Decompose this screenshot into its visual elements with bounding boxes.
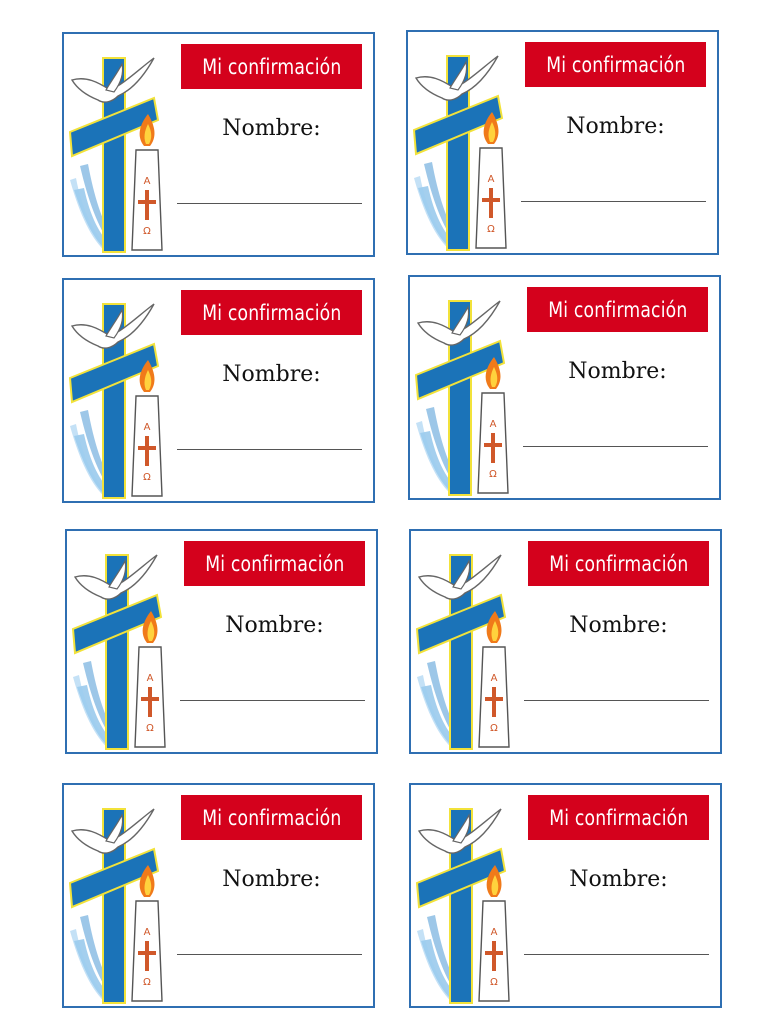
title-banner [181, 290, 362, 335]
card-title: Mi confirmación [548, 551, 689, 576]
svg-text:Α: Α [143, 422, 151, 433]
name-label: Nombre: [566, 114, 665, 139]
name-write-line [177, 203, 362, 204]
confirmation-cross-dove-candle-icon [66, 40, 174, 254]
svg-text:Α: Α [490, 673, 498, 684]
name-label: Nombre: [222, 362, 321, 387]
name-label-card [62, 783, 375, 1008]
title-banner [525, 42, 706, 87]
svg-text:Α: Α [490, 927, 498, 938]
svg-text:Α: Α [487, 174, 495, 185]
card-title: Mi confirmación [548, 805, 689, 830]
svg-text:Α: Α [143, 176, 151, 187]
svg-text:Α: Α [146, 673, 154, 684]
confirmation-cross-dove-candle-icon [413, 791, 521, 1005]
confirmation-cross-dove-candle-icon [412, 283, 520, 497]
confirmation-cross-dove-candle-icon [413, 537, 521, 751]
name-label: Nombre: [569, 867, 668, 892]
svg-text:Α: Α [489, 419, 497, 430]
card-title: Mi confirmación [201, 300, 342, 325]
name-write-line [523, 446, 708, 447]
name-label-card [409, 783, 722, 1008]
card-title: Mi confirmación [547, 297, 688, 322]
name-label-card [408, 275, 721, 500]
svg-text:Ω: Ω [487, 224, 495, 235]
svg-text:Α: Α [143, 927, 151, 938]
svg-text:Ω: Ω [143, 226, 151, 237]
confirmation-cross-dove-candle-icon [69, 537, 177, 751]
name-label-card [409, 529, 722, 754]
name-label-card [62, 278, 375, 503]
name-write-line [177, 954, 362, 955]
title-banner [527, 287, 708, 332]
svg-text:Ω: Ω [490, 977, 498, 988]
card-title: Mi confirmación [545, 52, 686, 77]
confirmation-cross-dove-candle-icon [66, 286, 174, 500]
name-write-line [524, 954, 709, 955]
name-label-card [406, 30, 719, 255]
name-write-line [524, 700, 709, 701]
card-title: Mi confirmación [201, 54, 342, 79]
title-banner [181, 44, 362, 89]
name-write-line [180, 700, 365, 701]
title-banner [184, 541, 365, 586]
svg-text:Ω: Ω [143, 977, 151, 988]
name-label: Nombre: [222, 867, 321, 892]
svg-text:Ω: Ω [143, 472, 151, 483]
card-title: Mi confirmación [204, 551, 345, 576]
confirmation-cross-dove-candle-icon [66, 791, 174, 1005]
svg-text:Ω: Ω [489, 469, 497, 480]
svg-text:Ω: Ω [490, 723, 498, 734]
name-label: Nombre: [222, 116, 321, 141]
name-write-line [177, 449, 362, 450]
title-banner [528, 795, 709, 840]
name-label: Nombre: [225, 613, 324, 638]
name-label: Nombre: [569, 613, 668, 638]
name-label-card [62, 32, 375, 257]
confirmation-cross-dove-candle-icon [410, 38, 518, 252]
name-write-line [521, 201, 706, 202]
card-title: Mi confirmación [201, 805, 342, 830]
svg-text:Ω: Ω [146, 723, 154, 734]
title-banner [528, 541, 709, 586]
name-label-card [65, 529, 378, 754]
name-label: Nombre: [568, 359, 667, 384]
title-banner [181, 795, 362, 840]
